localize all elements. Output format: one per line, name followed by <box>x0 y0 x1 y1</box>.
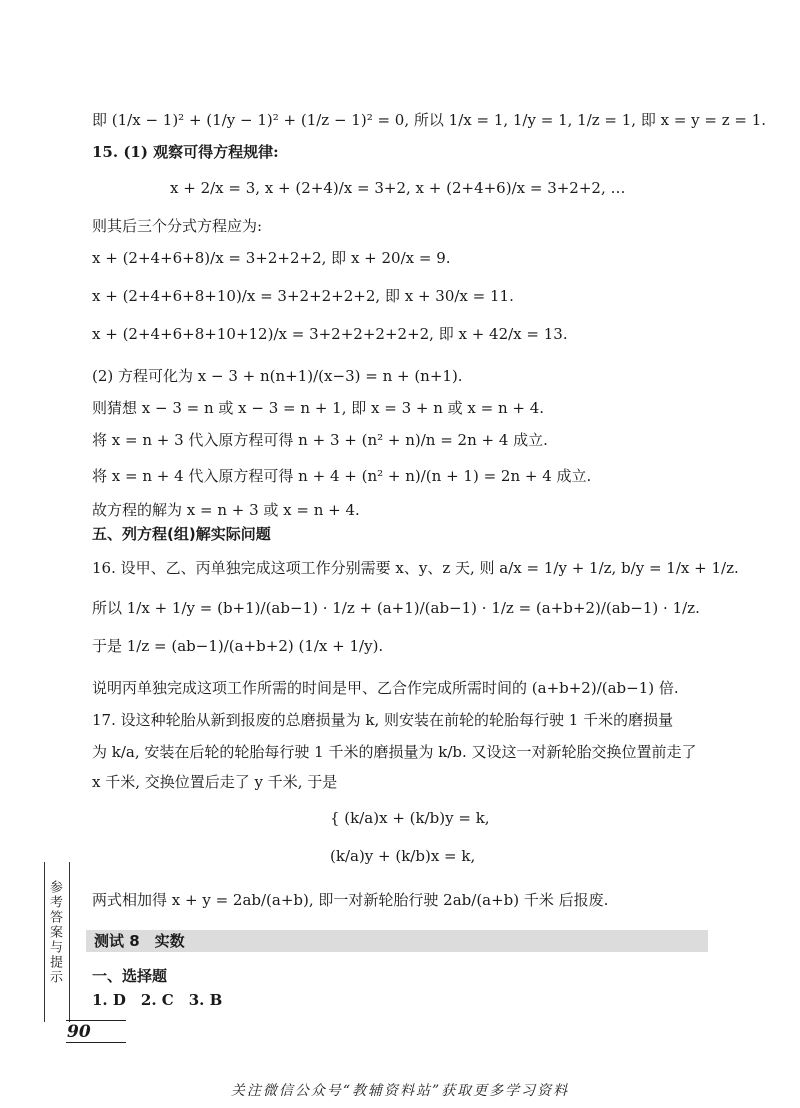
text-line: 即 (1/x − 1)² + (1/y − 1)² + (1/z − 1)² = 0, 所以 1/x = 1, 1/y = 1, 1/z = 1, 即 x = y = z = 1. <box>92 111 767 129</box>
equation-system-line: { (k/a)x + (k/b)y = k, <box>330 809 490 827</box>
footer-watermark: 关注微信公众号“教辅资料站”获取更多学习资料 <box>230 1083 570 1099</box>
section-heading: 一、选择题 <box>92 967 168 985</box>
text-line: 为 k/a, 安装在后轮的轮胎每行驶 1 千米的磨损量为 k/b. 又设这一对新轮胎交换位置前走了 <box>92 743 697 761</box>
equation-line: 于是 1/z = (ab−1)/(a+b+2) (1/x + 1/y). <box>92 637 384 655</box>
equation-line: 所以 1/x + 1/y = (b+1)/(ab−1) · 1/z + (a+1)/(ab−1) · 1/z = (a+b+2)/(ab−1) · 1/z. <box>92 599 700 617</box>
equation-system-line: (k/a)y + (k/b)x = k, <box>330 847 476 865</box>
problem-15-heading: 15. (1) 观察可得方程规律: <box>92 143 279 161</box>
text-line: 则猜想 x − 3 = n 或 x − 3 = n + 1, 即 x = 3 + n 或 x = n + 4. <box>92 399 545 417</box>
text-line: (2) 方程可化为 x − 3 + n(n+1)/(x−3) = n + (n+1). <box>92 367 463 385</box>
text-line: x 千米, 交换位置后走了 y 千米, 于是 <box>92 773 338 791</box>
text-line: 故方程的解为 x = n + 3 或 x = n + 4. <box>92 501 360 519</box>
problem-17-line: 17. 设这种轮胎从新到报废的总磨损量为 k, 则安装在前轮的轮胎每行驶 1 千米的磨损量 <box>92 711 674 729</box>
problem-16-line: 16. 设甲、乙、丙单独完成这项工作分别需要 x、y、z 天, 则 a/x = 1/y + 1/z, b/y = 1/x + 1/z. <box>92 559 739 577</box>
section-heading: 五、列方程(组)解实际问题 <box>92 525 271 543</box>
page-number: 90 <box>67 1022 91 1042</box>
test-title-bar <box>86 930 708 952</box>
equation-line: x + (2+4+6+8+10)/x = 3+2+2+2+2, 即 x + 30/x = 11. <box>92 287 514 305</box>
text-line: 两式相加得 x + y = 2ab/(a+b), 即一对新轮胎行驶 2ab/(a+b) 千米 后报废. <box>92 891 609 909</box>
equation-line: x + (2+4+6+8+10+12)/x = 3+2+2+2+2+2, 即 x + 42/x = 13. <box>92 325 568 343</box>
equation-line: x + (2+4+6+8)/x = 3+2+2+2, 即 x + 20/x = 9. <box>92 249 451 267</box>
text-line: 则其后三个分式方程应为: <box>92 217 263 235</box>
equation-line: x + 2/x = 3, x + (2+4)/x = 3+2, x + (2+4+6)/x = 3+2+2, … <box>170 179 626 197</box>
answer-line: 1. D 2. C 3. B <box>92 991 223 1009</box>
side-label: 参考答案与提示 <box>47 880 62 985</box>
page-number-rule <box>66 1042 126 1043</box>
text-line: 将 x = n + 3 代入原方程可得 n + 3 + (n² + n)/n = 2n + 4 成立. <box>92 431 548 449</box>
text-line: 说明丙单独完成这项工作所需的时间是甲、乙合作完成所需时间的 (a+b+2)/(ab−1) 倍. <box>92 679 679 697</box>
test-title: 测试 8 实数 <box>94 932 185 950</box>
text-line: 将 x = n + 4 代入原方程可得 n + 4 + (n² + n)/(n + 1) = 2n + 4 成立. <box>92 467 592 485</box>
page-number-rule <box>66 1020 126 1021</box>
